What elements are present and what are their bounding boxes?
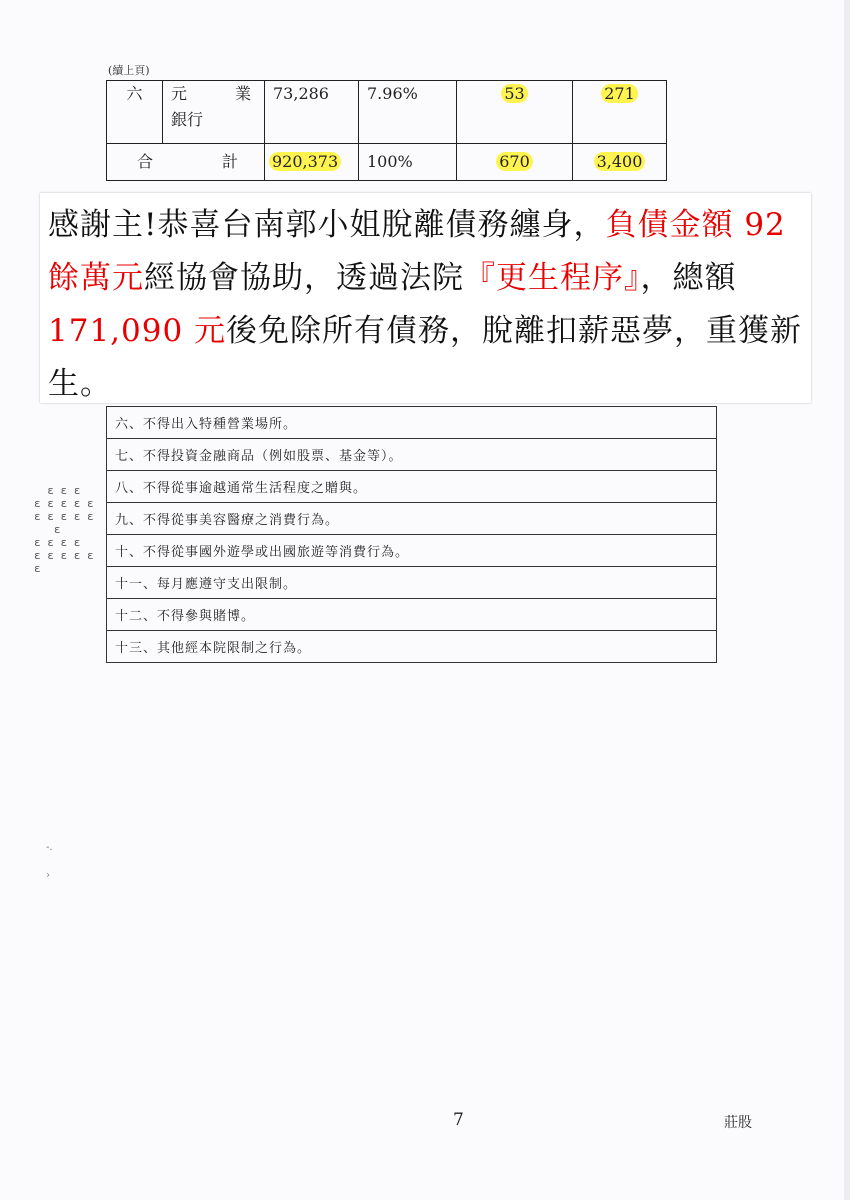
overlay-debt-amount: 負債金額 92 餘萬元 (48, 207, 786, 296)
overlay-text: 感謝主!恭喜台南郭小姐脫離債務纏身， (48, 207, 606, 243)
continued-label: (續上頁) (108, 64, 150, 77)
mark-line: ε ε ε ε ε (34, 510, 94, 523)
table-row (107, 503, 717, 535)
highlight: 53 (501, 84, 527, 103)
table-row (107, 631, 717, 663)
overlay-text: ，總額 (640, 260, 737, 296)
amount-cell: 73,286 (265, 81, 359, 144)
restriction-item: 九、不得從事美容醫療之消費行為。 (107, 503, 717, 535)
total-col4-cell (457, 144, 573, 181)
restriction-item: 十、不得從事國外遊學或出國旅遊等消費行為。 (107, 535, 717, 567)
total-label-left: 合 (137, 152, 154, 171)
total-col5-cell (573, 144, 667, 181)
total-row (107, 144, 667, 181)
col4-cell (457, 81, 573, 144)
mark-line: ε (34, 562, 41, 575)
highlight: 271 (601, 84, 638, 103)
highlight: 670 (496, 152, 533, 171)
table-row (107, 407, 717, 439)
creditor-type: 銀行 (171, 110, 204, 129)
overlay-text: 經協會協助，透過法院 (144, 260, 464, 296)
creditor-name: 元 業 (171, 84, 252, 103)
mark-line: ε ε ε ε ε (34, 497, 94, 510)
mark-line: ε (34, 523, 61, 536)
restriction-item: 十三、其他經本院限制之行為。 (107, 631, 717, 663)
page-number: 7 (453, 1110, 464, 1130)
restriction-item: 七、不得投資金融商品（例如股票、基金等）。 (107, 439, 717, 471)
overlay-total-amount: 171,090 元 (48, 313, 227, 349)
row-index: 六 (107, 81, 163, 144)
page-edge (844, 0, 850, 1200)
table-row (107, 81, 667, 144)
scan-speck: › (46, 870, 50, 881)
overlay-procedure: 『更生程序』 (464, 260, 641, 296)
table-row (107, 567, 717, 599)
mark-line: ε ε ε ε ε (34, 549, 94, 562)
restriction-item: 六、不得出入特種營業場所。 (107, 407, 717, 439)
restriction-item: 十一、每月應遵守支出限制。 (107, 567, 717, 599)
restrictions-table (106, 406, 717, 663)
margin-marks (34, 484, 94, 575)
mark-line: ε ε ε ε (34, 536, 81, 549)
creditor-cell (163, 81, 265, 144)
table-row (107, 439, 717, 471)
restriction-item: 十二、不得參與賭博。 (107, 599, 717, 631)
testimonial-overlay (40, 193, 811, 403)
restriction-item: 八、不得從事逾越通常生活程度之贈與。 (107, 471, 717, 503)
table-row (107, 535, 717, 567)
highlight: 920,373 (269, 152, 341, 171)
total-ratio-cell: 100% (359, 144, 457, 181)
debt-table (106, 80, 667, 181)
table-row (107, 471, 717, 503)
ratio-cell: 7.96% (359, 81, 457, 144)
col5-cell (573, 81, 667, 144)
total-amount-cell (265, 144, 359, 181)
table-row (107, 599, 717, 631)
scan-speck: -. (46, 842, 53, 853)
total-label-right: 計 (221, 152, 238, 171)
mark-line: ε ε ε (34, 484, 81, 497)
division-initials: 莊股 (724, 1115, 752, 1131)
highlight: 3,400 (594, 152, 646, 171)
total-label (107, 144, 265, 181)
overlay-text: 後免除所有債務，脫離扣薪惡夢，重獲新生。 (48, 313, 803, 402)
